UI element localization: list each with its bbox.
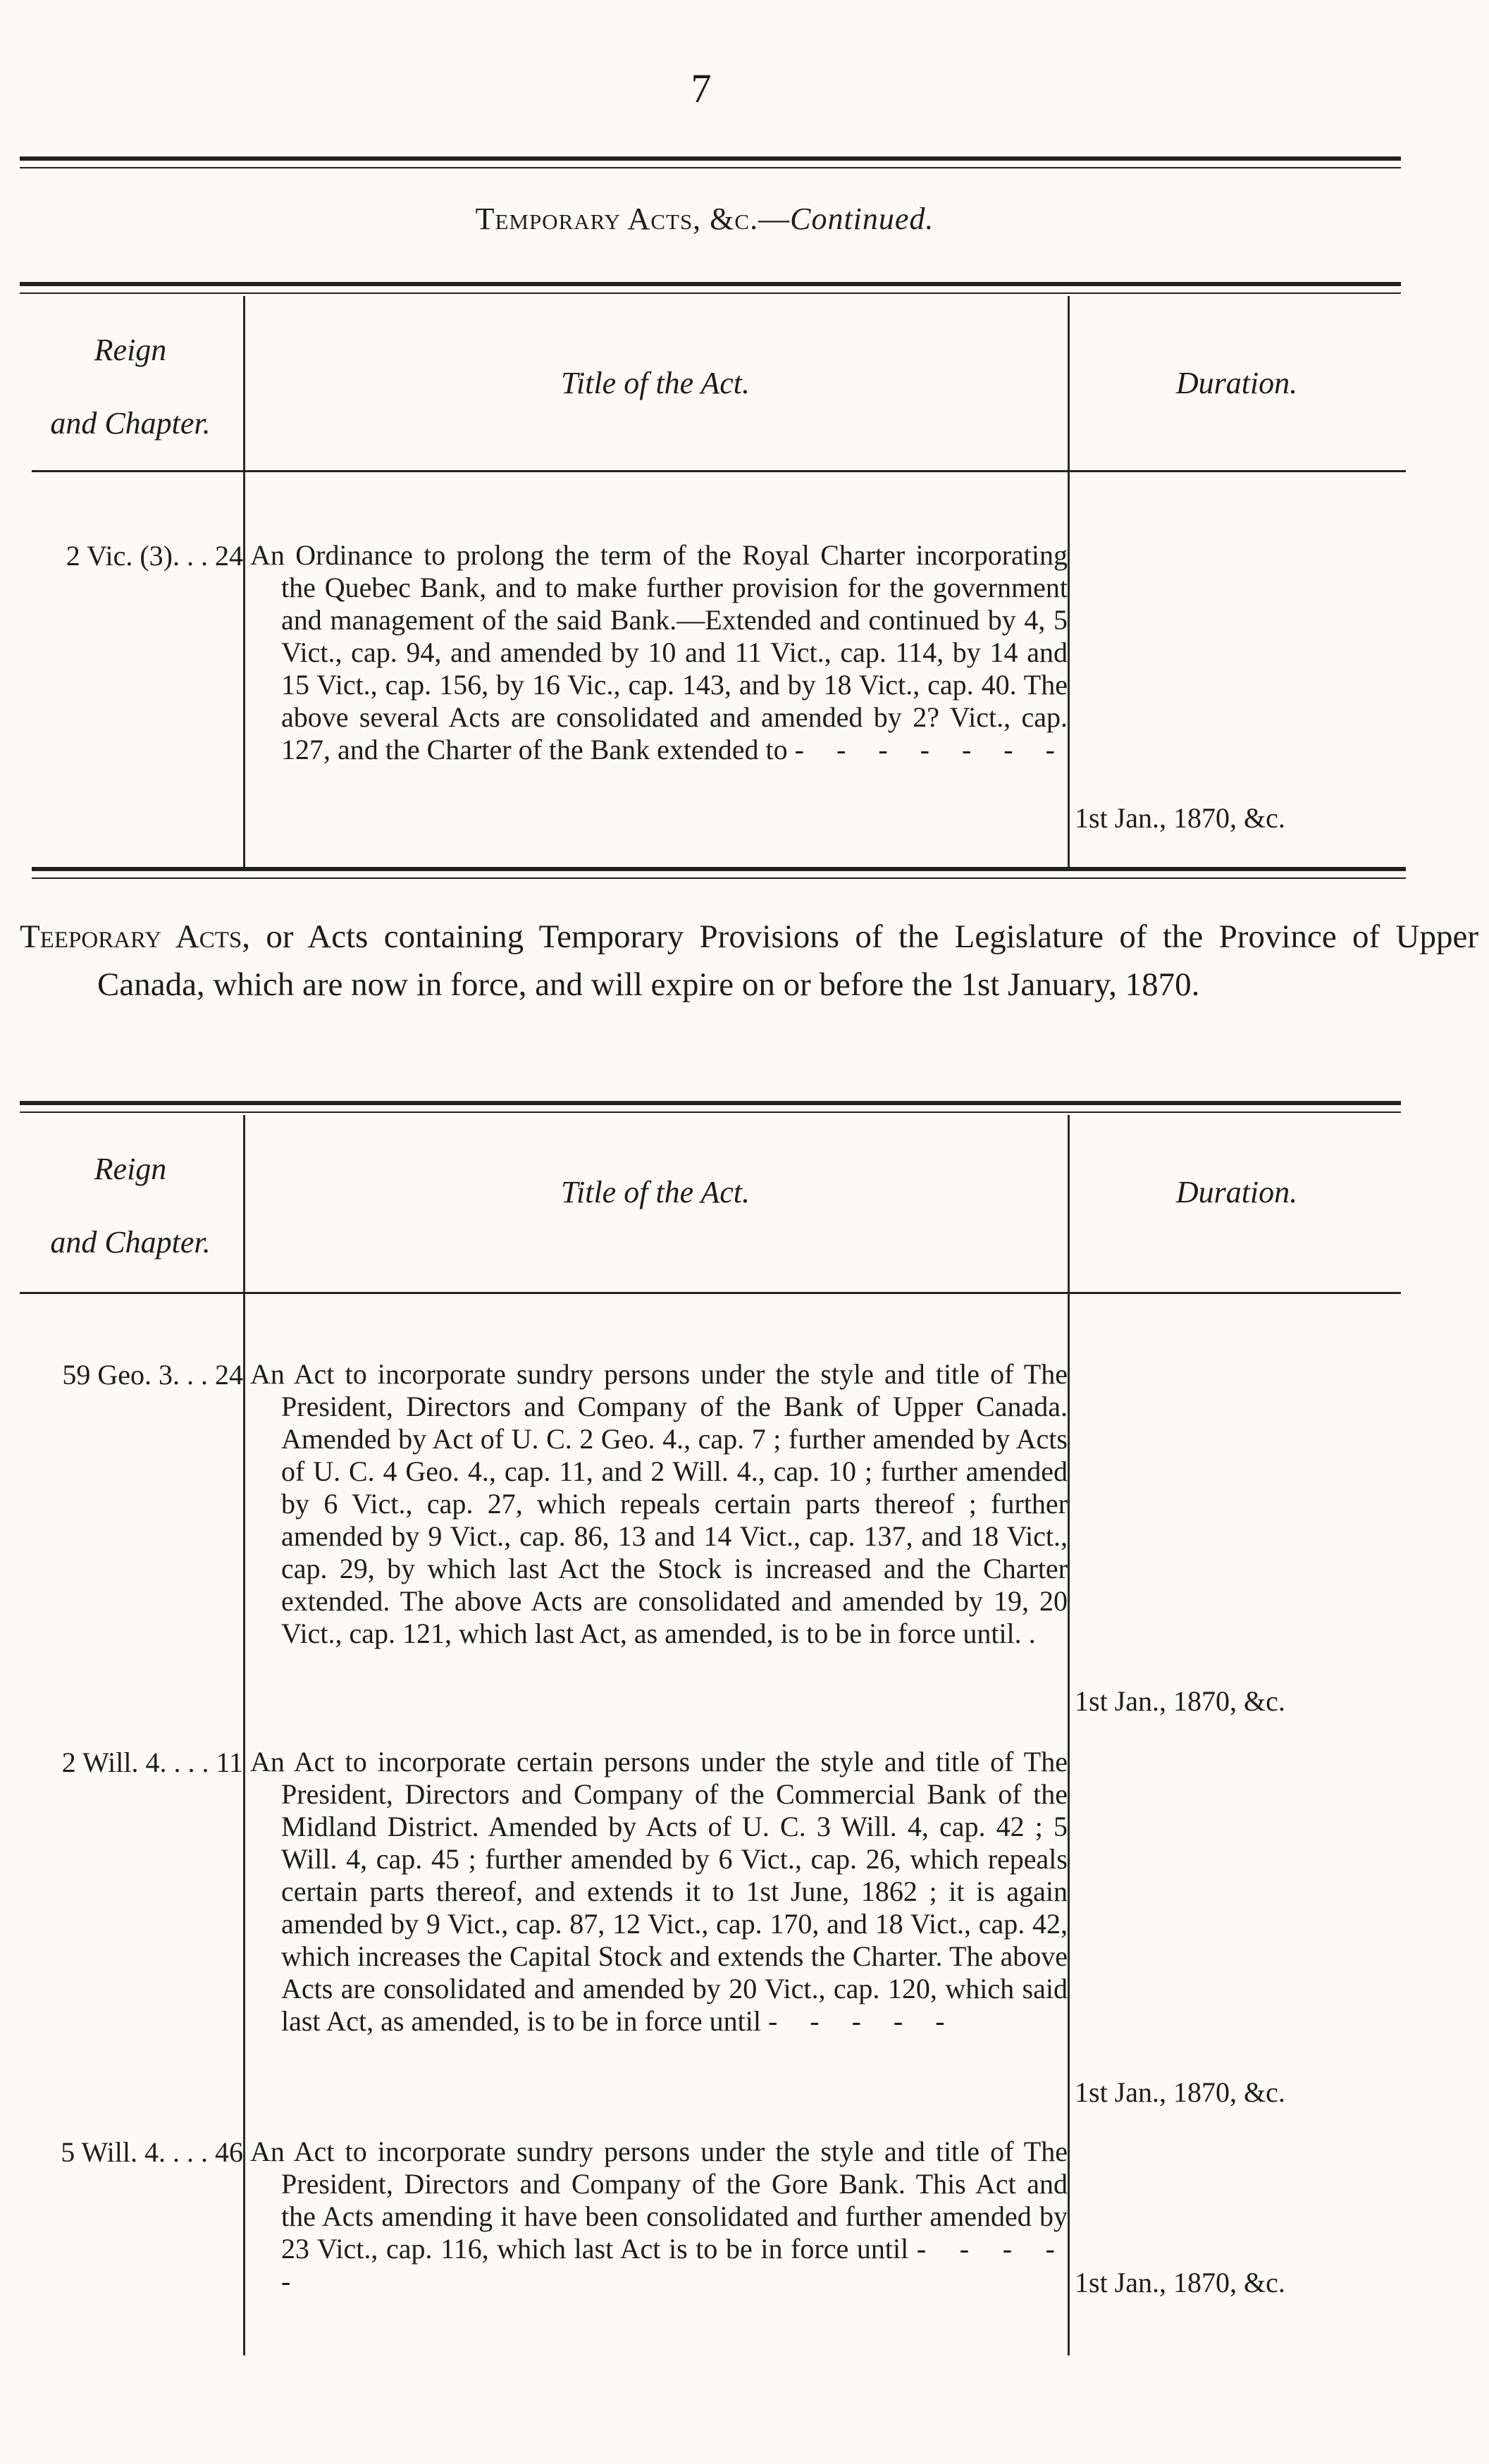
- section1-title: [0, 201, 1409, 237]
- page-number: 7: [691, 66, 712, 111]
- section1-title-continued: Continued.: [790, 202, 934, 236]
- section1-row1-title: [250, 539, 1068, 766]
- section1-row1-duration: 1st Jan., 1870, &c.: [1075, 802, 1285, 834]
- section2-header-title: Title of the Act.: [560, 1175, 750, 1209]
- section2-column-divider-2: [1068, 1115, 1070, 2355]
- section2-row2-leaders: - - - - -: [767, 2005, 958, 2037]
- section2-intro: [20, 913, 1478, 1009]
- section1-header-reign-line1: Reign: [94, 333, 167, 367]
- section2-row3-duration: 1st Jan., 1870, &c.: [1075, 2267, 1285, 2298]
- section2-row1-duration: 1st Jan., 1870, &c.: [1075, 1685, 1285, 1717]
- section2-row3-reign: 5 Will. 4. . . . 46: [61, 2136, 243, 2168]
- section2-row1-reign: 59 Geo. 3. . . 24: [62, 1359, 243, 1391]
- section2-column-divider-1: [243, 1115, 245, 2355]
- section2-header-reign-line1: Reign: [94, 1152, 167, 1186]
- section1-row1-reign: 2 Vic. (3). . . 24: [66, 540, 243, 572]
- section2-row3-title-text: An Act to incorporate sundry persons under the style and title of The President, Directors and Company of the Gore Bank. This Act and the Acts amending it have been consolidated and further amended by 23 Vict., cap. 116, which last Act is to be in force until: [250, 2136, 1068, 2265]
- section2-intro-rest: or Acts containing Temporary Provisions of the Legislature of the Province of Upper Canada, which are now in force, and will expire on or before the 1st January, 1870.: [97, 918, 1478, 1003]
- section1-row1-title-text: An Ordinance to prolong the term of the Royal Charter incorporating the Quebec Bank, and to make further provision for the government and management of the said Bank.—Extended and continued by 4, 5 Vict., cap. 94, and amended by 10 and 11 Vict., cap. 114, by 14 and 15 Vict., cap. 156, by 16 Vic., cap. 143, and by 18 Vict., cap. 40. The above several Acts are consolidated and amended by 2? Vict., cap. 127, and the Charter of the Bank extended to: [250, 539, 1068, 765]
- section2-row2-title-text: An Act to incorporate certain persons under the style and title of The President, Directors and Company of the Commercial Bank of the Midland District. Amended by Acts of U. C. 3 Will. 4, cap. 42 ; 5 Will. 4, cap. 45 ; further amended by 6 Vict., cap. 26, which repeals certain parts thereof, and extends it to 1st June, 1862 ; it is again amended by 9 Vict., cap. 87, 12 Vict., cap. 170, and 18 Vict., cap. 42, which increases the Capital Stock and extends the Charter. The above Acts are consolidated and amended by 20 Vict., cap. 120, which said last Act, as amended, is to be in force until: [250, 1746, 1068, 2037]
- section1-title-main: Temporary Acts, &c.: [475, 202, 759, 236]
- section2-row1-title-text: An Act to incorporate sundry persons under the style and title of The President, Directors and Company of the Bank of Upper Canada. Amended by Act of U. C. 2 Geo. 4., cap. 7 ; further amended by Acts of U. C. 4 Geo. 4., cap. 11, and 2 Will. 4., cap. 10 ; further amended by 6 Vict., cap. 27, which repeals certain parts thereof ; further amended by 9 Vict., cap. 86, 13 and 14 Vict., cap. 137, and 18 Vict., cap. 29, by which last Act the Stock is increased and the Charter extended. The above Acts are consolidated and amended by 19, 20 Vict., cap. 121, which last Act, as amended, is to be in force until. .: [250, 1358, 1068, 1649]
- top-double-rule: [20, 156, 1401, 168]
- section1-header-duration: Duration.: [1175, 366, 1298, 400]
- section2-header-bottom-rule: [20, 1292, 1401, 1294]
- section2-row2-title: [250, 1746, 1068, 2038]
- section1-title-dash: —: [758, 202, 791, 236]
- section2-intro-caps: Teeporary Acts,: [20, 918, 251, 955]
- section1-header-bottom-rule: [32, 470, 1406, 472]
- section2-row2-duration: 1st Jan., 1870, &c.: [1075, 2076, 1285, 2108]
- section2-header-reign-line2: and Chapter.: [50, 1225, 211, 1259]
- section1-column-divider-2: [1068, 296, 1070, 867]
- section2-header-reign: [21, 1133, 240, 1279]
- section2-row1-title: [250, 1358, 1068, 1650]
- section2-row3-title: [250, 2136, 1068, 2298]
- section1-column-divider-1: [243, 296, 245, 867]
- section2-row2-reign: 2 Will. 4. . . . 11: [61, 1747, 243, 1778]
- section2-header-duration: Duration.: [1175, 1175, 1298, 1209]
- section1-table-bottom-rule: [32, 867, 1406, 879]
- section1-header-reign-line2: and Chapter.: [50, 406, 211, 441]
- section2-table-top-rule: [20, 1101, 1401, 1113]
- section1-header-reign: [21, 314, 240, 460]
- section2-row3-leaders: - - - - -: [281, 2233, 1068, 2297]
- section1-row1-leaders: - - - - - - -: [794, 734, 1068, 765]
- section1-table-top-rule: [20, 282, 1401, 294]
- section1-header-title: Title of the Act.: [560, 366, 750, 400]
